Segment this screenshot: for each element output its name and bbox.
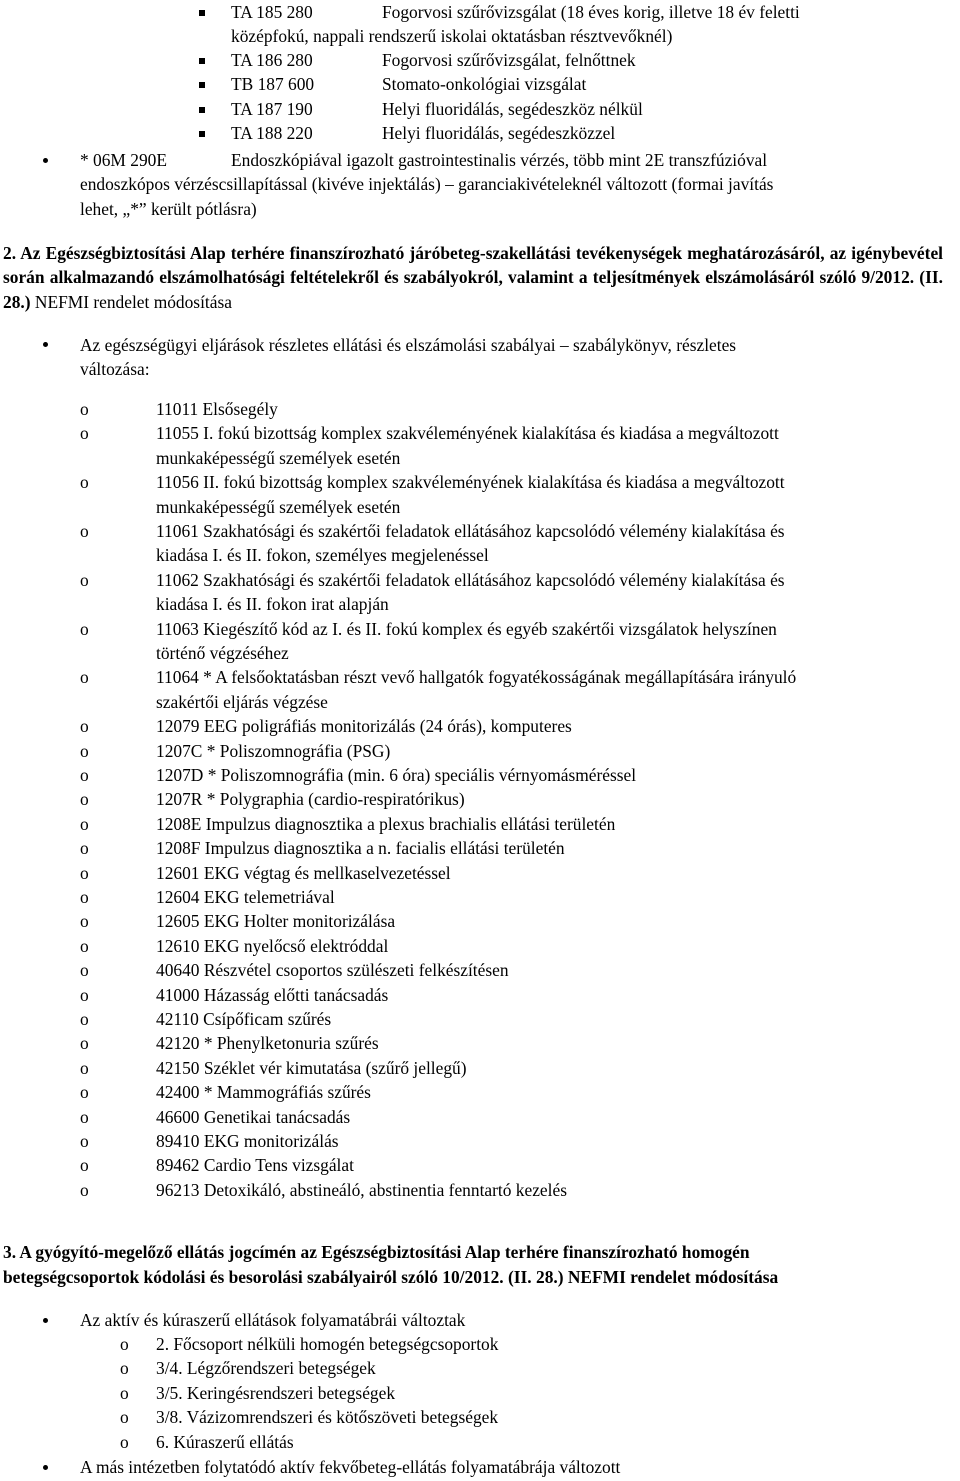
list-item: 3/8. Vázizomrendszeri és kötőszöveti betegségek <box>156 1407 499 1428</box>
list-bullet-icon: o <box>80 399 89 419</box>
ta-code: TA 187 190 <box>231 99 313 119</box>
list-item-cont: munkaképességű személyek esetén <box>156 496 401 517</box>
list-item: 11063 Kiegészítő kód az I. és II. fokú komplex és egyéb szakértői vizsgálatok helyszínen <box>156 618 777 639</box>
list-bullet-icon: o <box>80 569 89 590</box>
section2-heading-bold: 2. Az Egészségbiztosítási Alap terhére finanszírozható járóbeteg-szakellátási tevékenységek meghatározásáról, az igénybevétel során alkalmazandó elszámolhatósági feltételekről és szabályokról, valamint a teljesítmények elszámolásáról szóló 9/2012. (II. 28.) <box>3 243 943 312</box>
item-line: endoszkópos vérzéscsillapítással (kivéve injektálás) – garanciakivételeknél változott (formai javítás <box>80 174 774 194</box>
list-item: 11064 * A felsőoktatásban részt vevő hallgatók fogyatékosságának megállapítására irányuló <box>156 667 797 688</box>
list-item: 89462 Cardio Tens vizsgálat <box>156 1155 354 1176</box>
list-bullet-icon: o <box>80 472 89 493</box>
list-bullet-icon: o <box>80 887 89 907</box>
list-bullet-icon: o <box>120 1358 129 1379</box>
list-bullet-icon: o <box>80 1179 89 1200</box>
list-item: 42400 * Mammográfiás szűrés <box>156 1082 371 1103</box>
list-item: 12601 EKG végtag és mellkaselvezetéssel <box>156 862 451 883</box>
bullet-dot-icon <box>43 158 48 163</box>
ta-code: TA 188 220 <box>231 123 313 143</box>
list-item-cont: szakértői eljárás végzése <box>156 691 328 712</box>
list-bullet-icon: o <box>80 960 89 981</box>
list-bullet-icon: o <box>120 1407 129 1428</box>
list-item: 12610 EKG nyelőcső elektróddal <box>156 935 389 956</box>
bullet-dot-icon <box>43 1465 48 1470</box>
list-item-cont: munkaképességű személyek esetén <box>156 447 401 468</box>
list-item: 42110 Csípőficam szűrés <box>156 1009 332 1029</box>
list-item: 46600 Genetikai tanácsadás <box>156 1106 351 1127</box>
bullet-dot-icon <box>43 342 48 347</box>
list-item: 1207C * Poliszomnográfia (PSG) <box>156 740 391 761</box>
list-bullet-icon: o <box>80 765 89 785</box>
ta-text: Helyi fluoridálás, segédeszközzel <box>382 123 616 143</box>
list-item: 12604 EKG telemetriával <box>156 887 335 907</box>
bullet-dot-icon <box>43 1318 48 1323</box>
section3-heading-line: betegségcsoportok kódolási és besorolási szabályairól szóló 10/2012. (II. 28.) NEFMI rendelet módosítása <box>3 1267 779 1287</box>
item-line: lehet, „*” került pótlásra) <box>80 199 257 219</box>
ta-code: TA 186 280 <box>231 50 313 70</box>
section2-heading-tail: NEFMI rendelet módosítása <box>34 291 232 312</box>
list-item: 42120 * Phenylketonuria szűrés <box>156 1033 379 1054</box>
section2-heading <box>3 241 943 314</box>
list-bullet-icon: o <box>80 1106 89 1127</box>
ta-text: Stomato-onkológiai vizsgálat <box>382 74 587 94</box>
list-bullet-icon: o <box>80 1155 89 1176</box>
list-bullet-icon: o <box>80 667 89 688</box>
list-bullet-icon: o <box>80 813 89 834</box>
list-item: 11062 Szakhatósági és szakértői feladatok ellátásához kapcsolódó vélemény kialakítása és <box>156 569 785 590</box>
list-item: 12079 EEG poligráfiás monitorizálás (24 órás), komputeres <box>156 716 572 737</box>
ta-text-cont: középfokú, nappali rendszerű iskolai oktatásban résztvevőknél) <box>231 26 673 46</box>
list-item: 1208E Impulzus diagnosztika a plexus brachialis ellátási területén <box>156 813 616 834</box>
square-bullet-icon <box>199 131 205 137</box>
square-bullet-icon <box>199 107 205 113</box>
section3-bullet: Az aktív és kúraszerű ellátások folyamatábrái változtak <box>80 1310 466 1330</box>
list-item: 42150 Széklet vér kimutatása (szűrő jellegű) <box>156 1057 467 1078</box>
list-item-cont: kiadása I. és II. fokon irat alapján <box>156 594 389 615</box>
list-item: 40640 Részvétel csoportos szülészeti felkészítésen <box>156 960 509 981</box>
item-code: * 06M 290E <box>80 150 167 170</box>
list-bullet-icon: o <box>80 1131 89 1151</box>
ta-code: TB 187 600 <box>231 74 315 94</box>
list-bullet-icon: o <box>80 716 89 737</box>
list-item: 11011 Elsősegély <box>156 399 278 419</box>
list-bullet-icon: o <box>80 862 89 883</box>
list-bullet-icon: o <box>80 1057 89 1078</box>
list-bullet-icon: o <box>120 1382 129 1403</box>
list-item: 1208F Impulzus diagnosztika a n. facialis ellátási területén <box>156 838 565 859</box>
item-line: Endoszkópiával igazolt gastrointestinalis vérzés, több mint 2E transzfúzióval <box>231 150 768 170</box>
list-item: 41000 Házasság előtti tanácsadás <box>156 984 389 1005</box>
list-bullet-icon: o <box>80 1009 89 1029</box>
square-bullet-icon <box>199 58 205 64</box>
list-item: 89410 EKG monitorizálás <box>156 1131 339 1151</box>
list-bullet-icon: o <box>80 740 89 761</box>
ta-text: Fogorvosi szűrővizsgálat, felnőttnek <box>382 50 636 70</box>
section3-bullet: A más intézetben folytatódó aktív fekvőbeteg-ellátás folyamatábrája változott <box>80 1457 621 1477</box>
list-item: 3/4. Légzőrendszeri betegségek <box>156 1358 376 1379</box>
list-bullet-icon: o <box>80 984 89 1005</box>
ta-code: TA 185 280 <box>231 2 313 22</box>
square-bullet-icon <box>199 10 205 16</box>
list-item: 6. Kúraszerű ellátás <box>156 1431 294 1452</box>
list-bullet-icon: o <box>80 789 89 810</box>
list-item: 11055 I. fokú bizottság komplex szakvéleményének kialakítása és kiadása a megváltozott <box>156 423 779 444</box>
section2-bullet-line: változása: <box>80 359 150 379</box>
list-item: 11056 II. fokú bizottság komplex szakvéleményének kialakítása és kiadása a megváltozott <box>156 472 785 493</box>
section2-bullet-line: Az egészségügyi eljárások részletes ellátási és elszámolási szabályai – szabálykönyv, részletes <box>80 335 737 355</box>
list-item: 96213 Detoxikáló, abstineáló, abstinentia fenntartó kezelés <box>156 1179 567 1200</box>
ta-text: Fogorvosi szűrővizsgálat (18 éves korig, illetve 18 év feletti <box>382 2 800 22</box>
list-item: 1207R * Polygraphia (cardio-respiratórikus) <box>156 789 465 810</box>
list-bullet-icon: o <box>80 423 89 444</box>
list-bullet-icon: o <box>120 1334 129 1354</box>
list-bullet-icon: o <box>80 521 89 541</box>
list-bullet-icon: o <box>80 935 89 956</box>
list-item-cont: történő végzéséhez <box>156 643 289 663</box>
list-item: 2. Főcsoport nélküli homogén betegségcsoportok <box>156 1334 499 1354</box>
list-bullet-icon: o <box>80 838 89 859</box>
list-bullet-icon: o <box>120 1431 129 1452</box>
list-bullet-icon: o <box>80 1082 89 1103</box>
section3-heading-line: 3. A gyógyító-megelőző ellátás jogcímén az Egészségbiztosítási Alap terhére finanszírozható homogén <box>3 1242 750 1262</box>
list-item: 1207D * Poliszomnográfia (min. 6 óra) speciális vérnyomásméréssel <box>156 765 637 785</box>
list-item: 12605 EKG Holter monitorizálása <box>156 911 396 932</box>
square-bullet-icon <box>199 82 205 88</box>
ta-text: Helyi fluoridálás, segédeszköz nélkül <box>382 99 643 119</box>
list-item: 3/5. Keringésrendszeri betegségek <box>156 1382 396 1403</box>
list-item: 11061 Szakhatósági és szakértői feladatok ellátásához kapcsolódó vélemény kialakítása és <box>156 521 785 541</box>
list-item-cont: kiadása I. és II. fokon, személyes megjelenéssel <box>156 545 489 566</box>
list-bullet-icon: o <box>80 618 89 639</box>
list-bullet-icon: o <box>80 911 89 932</box>
list-bullet-icon: o <box>80 1033 89 1054</box>
